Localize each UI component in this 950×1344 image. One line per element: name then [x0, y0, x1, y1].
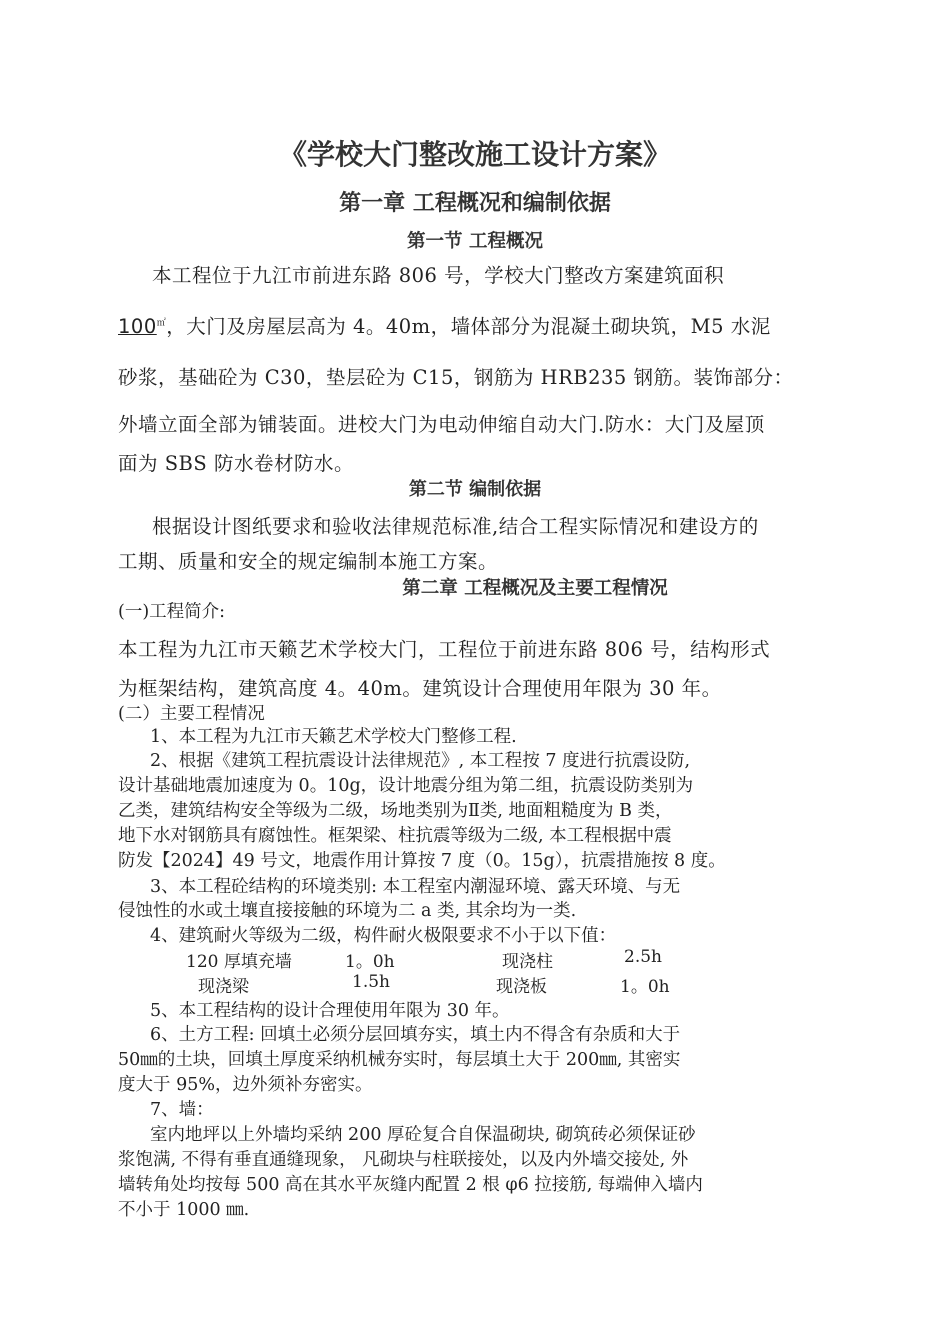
item-line: 50㎜的土块，回填土厚度采纳机械夯实时，每层填土大于 200㎜, 其密实 — [118, 1050, 681, 1070]
item-line: 乙类，建筑结构安全等级为二级，场地类别为Ⅱ类, 地面粗糙度为 B 类， — [118, 801, 673, 821]
item-line: 侵蚀性的水或土壤直接接触的环境为二 a 类, 其余均为一类. — [118, 901, 577, 921]
table-cell: 1.5h — [352, 972, 390, 992]
para-1-line-2 — [118, 311, 771, 339]
para-1-line-4: 外墙立面全部为铺装面。进校大门为电动伸缩自动大门.防水：大门及屋顶 — [118, 413, 765, 436]
item-line: 4、建筑耐火等级为二级，构件耐火极限要求不小于以下值： — [150, 926, 617, 946]
para-1-line-2-rest: ，大门及房屋层高为 4。40m，墙体部分为混凝土砌块筑，M5 水泥 — [166, 315, 771, 338]
table-cell: 1。0h — [345, 952, 395, 972]
chapter-2-title: 第二章 工程概况及主要工程情况 — [402, 578, 668, 599]
para-1-line-1: 本工程位于九江市前进东路 806 号，学校大门整改方案建筑面积 — [152, 264, 725, 287]
document-title: 《学校大门整改施工设计方案》 — [278, 138, 671, 171]
section-2-title: 第二节 编制依据 — [408, 479, 542, 500]
item-line: 不小于 1000 ㎜. — [118, 1200, 250, 1220]
item-line: 设计基础地震加速度为 0。10g，设计地震分组为第二组，抗震设防类别为 — [118, 776, 694, 796]
para-2-line-1: 根据设计图纸要求和验收法律规范标准,结合工程实际情况和建设方的 — [152, 515, 759, 538]
item-line: 度大于 95%，边外须补夯密实。 — [118, 1075, 373, 1095]
intro-line-2: 为框架结构，建筑高度 4。40m。建筑设计合理使用年限为 30 年。 — [118, 677, 722, 700]
item-line: 防发【2024】49 号文，地震作用计算按 7 度（0。15g），抗震措施按 8 度。 — [118, 851, 726, 871]
item-line: 7、墙： — [150, 1100, 214, 1120]
area-value: 100 — [118, 315, 157, 338]
table-cell: 1。0h — [620, 977, 670, 997]
chapter-1-title: 第一章 工程概况和编制依据 — [339, 191, 611, 216]
intro-line-1: 本工程为九江市天籁艺术学校大门，工程位于前进东路 806 号，结构形式 — [118, 638, 771, 661]
item-line: 浆饱满, 不得有垂直通缝现象， 凡砌块与柱联接处，以及内外墙交接处, 外 — [118, 1150, 689, 1170]
item-line: 6、土方工程: 回填土必须分层回填夯实，填土内不得含有杂质和大于 — [150, 1025, 681, 1045]
area-unit: ㎡ — [156, 318, 167, 329]
table-cell: 120 厚填充墙 — [186, 952, 292, 972]
main-heading: (二）主要工程情况 — [118, 704, 265, 724]
item-line: 2、根据《建筑工程抗震设计法律规范》, 本工程按 7 度进行抗震设防, — [150, 751, 691, 771]
section-1-title: 第一节 工程概况 — [407, 231, 543, 252]
table-cell: 现浇板 — [496, 977, 547, 997]
item-line: 3、本工程砼结构的环境类别: 本工程室内潮湿环境、露天环境、与无 — [150, 877, 681, 897]
intro-heading: (一)工程简介: — [118, 602, 226, 622]
item-line: 1、本工程为九江市天籁艺术学校大门整修工程. — [150, 727, 517, 747]
item-line: 5、本工程结构的设计合理使用年限为 30 年。 — [150, 1001, 510, 1021]
para-1-line-5: 面为 SBS 防水卷材防水。 — [118, 452, 354, 475]
para-1-line-3: 砂浆，基础砼为 C30，垫层砼为 C15，钢筋为 HRB235 钢筋。装饰部分： — [118, 366, 794, 389]
item-line: 墙转角处均按每 500 高在其水平灰缝内配置 2 根 φ6 拉接筋, 每端伸入墙内 — [118, 1175, 703, 1195]
table-cell: 现浇柱 — [502, 952, 553, 972]
table-cell: 现浇梁 — [198, 977, 249, 997]
para-2-line-2: 工期、质量和安全的规定编制本施工方案。 — [118, 550, 499, 573]
table-cell: 2.5h — [624, 947, 662, 967]
item-line: 地下水对钢筋具有腐蚀性。框架梁、柱抗震等级为二级, 本工程根据中震 — [118, 826, 672, 846]
item-line: 室内地坪以上外墙均采纳 200 厚砼复合自保温砌块, 砌筑砖必须保证砂 — [150, 1125, 696, 1145]
